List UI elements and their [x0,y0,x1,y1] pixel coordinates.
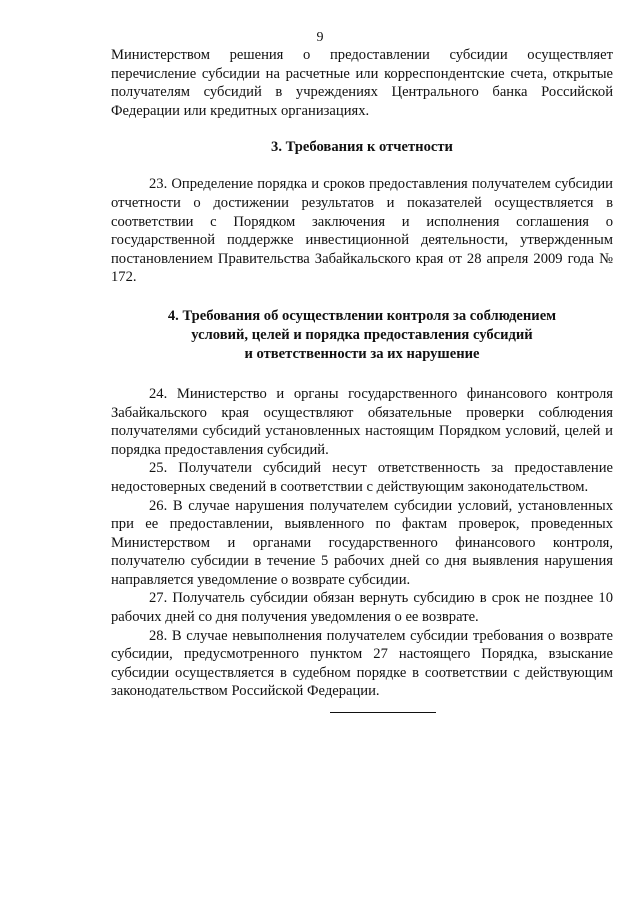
end-divider-line [330,712,436,713]
section-4-heading-line-2: условий, целей и порядка предоставления субсидий [191,326,533,343]
paragraph-27: 27. Получатель субсидии обязан вернуть субсидию в срок не позднее 10 рабочих дней со дня получения уведомления о ее возврате. [111,590,613,626]
paragraph-26: 26. В случае нарушения получателем субсидии условий, установленных при ее предоставлении, выявленного по фактам проверок, проведенных Министерством и органами государственного финансового контроля, получателю субсидии в течение 5 рабочих дней со дня выявления нарушения направляется уведомление о возврате субсидии. [111,497,613,588]
section-3-heading: 3. Требования к отчетности [271,139,453,156]
paragraph-24: 24. Министерство и органы государственного финансового контроля Забайкальского края осуществляют обязательные проверки соблюдения получателями субсидий установленных настоящим Порядком условий, целей и порядка предоставления субсидий. [111,385,613,458]
intro-paragraph: Министерством решения о предоставлении субсидии осуществляет перечисление субсидии на расчетные или корреспондентские счета, открытые получателям субсидий в учреждениях Центрального банка Российской Федерации или кредитных организациях. [111,47,613,119]
section-4-heading [111,307,613,364]
paragraph-28: 28. В случае невыполнения получателем субсидии требования о возврате субсидии, предусмотренного пунктом 27 настоящего Порядка, взыскание субсидии осуществляется в судебном порядке в соответствии с действующим законодательством Российской Федерации. [111,627,613,700]
document-body [111,46,613,701]
paragraph-23: 23. Определение порядка и сроков предоставления получателем субсидии отчетности о достижении результатов и показателей осуществляется в соответствии с Порядком заключения и исполнения соглашения о государственной поддержке инвестиционной деятельности, утвержденным постановлением Правительства Забайкальского края от 28 апреля 2009 года № 172. [111,176,613,286]
paragraph-25: 25. Получатели субсидий несут ответственность за предоставление недостоверных сведений в соответствии с действующим законодательством. [111,460,613,495]
page-number: 9 [316,30,324,45]
section-4-heading-line-3: и ответственности за их нарушение [244,345,480,362]
section-4-heading-line-1: 4. Требования об осуществлении контроля за соблюдением [167,307,557,324]
